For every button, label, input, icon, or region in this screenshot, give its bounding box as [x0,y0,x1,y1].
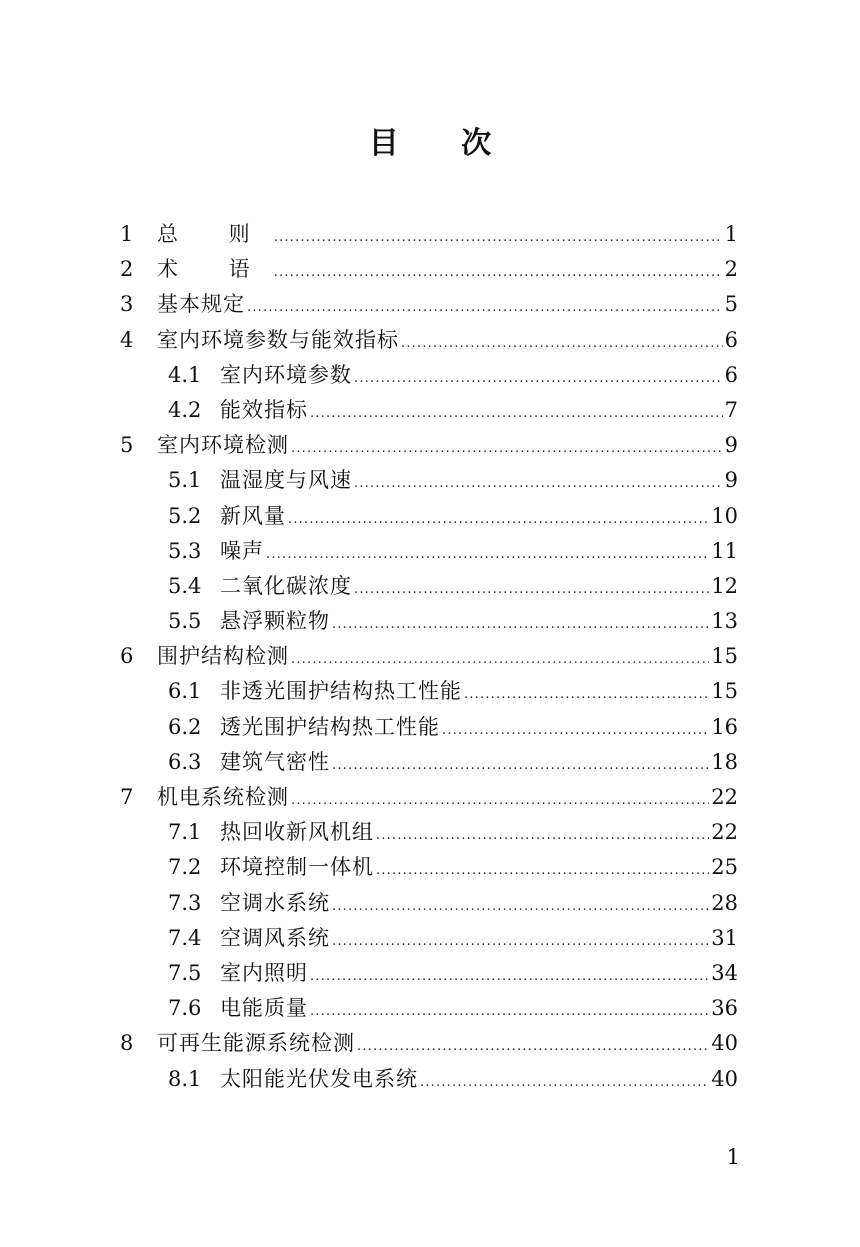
toc-subentry[interactable] [120,499,738,534]
table-of-contents [120,217,738,1097]
toc-dot-leader [354,466,723,501]
toc-dot-leader [401,326,723,361]
toc-subentry[interactable] [120,850,738,885]
toc-entry-page: 10 [711,503,738,528]
toc-entry-number: 1 [120,222,134,246]
toc-entry-number: 8.1 [168,1066,202,1091]
toc-entry[interactable] [120,323,738,358]
toc-entry-page: 5 [724,292,738,317]
toc-subentry[interactable] [120,886,738,921]
toc-entry-number: 3 [120,292,134,317]
toc-dot-leader [464,677,709,712]
toc-entry-title: 室内环境参数 [220,362,352,387]
toc-dot-leader [266,537,709,572]
toc-subentry[interactable] [120,674,738,709]
toc-dot-leader [310,959,709,994]
toc-entry-number: 7 [120,785,134,809]
toc-entry-title: 术 语 [157,257,272,282]
toc-entry-page: 25 [711,855,738,880]
toc-entry[interactable] [120,428,738,463]
toc-dot-leader [310,994,709,1029]
toc-entry-page: 9 [724,468,738,493]
toc-dot-leader [274,255,723,290]
toc-entry-number: 7.4 [168,925,202,950]
toc-entry-number: 4.2 [168,397,202,422]
toc-entry-number: 5.2 [168,503,202,528]
toc-entry-title: 太阳能光伏发电系统 [220,1066,418,1091]
toc-entry-page: 11 [711,538,738,563]
toc-entry-number: 2 [120,257,134,282]
toc-entry-number: 6 [120,644,134,669]
toc-subentry[interactable] [120,1062,738,1097]
toc-entry-title: 空调水系统 [220,890,330,915]
toc-entry-number: 5.1 [168,468,202,493]
toc-subentry[interactable] [120,604,738,639]
toc-subentry[interactable] [120,463,738,498]
toc-dot-leader [274,220,723,255]
toc-subentry[interactable] [120,956,738,991]
toc-dot-leader [354,572,709,607]
toc-entry[interactable] [120,217,738,252]
toc-entry-number: 5.4 [168,573,202,598]
toc-entry-page: 31 [711,925,738,950]
toc-entry-page: 7 [724,397,738,422]
toc-entry-number: 6.3 [168,749,202,774]
toc-entry-number: 4 [120,327,134,352]
toc-entry-page: 9 [724,433,738,458]
toc-entry[interactable] [120,780,738,815]
toc-entry-title: 基本规定 [157,292,245,317]
toc-entry-title: 可再生能源系统检测 [157,1031,355,1056]
toc-entry-number: 5 [120,433,134,458]
toc-entry-number: 6.1 [168,679,202,704]
toc-entry-title: 围护结构检测 [157,644,289,669]
toc-entry-title: 室内环境检测 [157,433,289,458]
toc-entry-page: 28 [711,890,738,915]
toc-subentry[interactable] [120,534,738,569]
toc-dot-leader [332,924,709,959]
toc-dot-leader [288,502,709,537]
toc-dot-leader [376,853,709,888]
toc-entry-number: 7.1 [168,820,202,845]
toc-entry-page: 36 [711,996,738,1021]
toc-entry[interactable] [120,252,738,287]
toc-entry-title: 总 则 [157,222,272,246]
toc-entry-page: 12 [711,573,738,598]
page-title: 目 次 [368,126,518,161]
toc-entry-number: 5.3 [168,538,202,563]
toc-entry-number: 7.5 [168,960,202,985]
toc-entry-page: 6 [724,327,738,352]
toc-subentry[interactable] [120,991,738,1026]
toc-entry-page: 18 [711,749,738,774]
toc-dot-leader [332,748,709,783]
toc-subentry[interactable] [120,710,738,745]
toc-entry-number: 8 [120,1031,134,1056]
toc-entry-number: 7.3 [168,890,202,915]
toc-entry-page: 13 [711,609,738,634]
toc-entry-number: 6.2 [168,714,202,739]
toc-entry-title: 室内环境参数与能效指标 [157,327,399,352]
toc-entry-title: 二氧化碳浓度 [220,573,352,598]
toc-dot-leader [310,396,723,431]
toc-entry-page: 22 [711,820,738,845]
toc-dot-leader [332,607,709,642]
toc-entry-title: 非透光围护结构热工性能 [220,679,462,704]
toc-subentry[interactable] [120,569,738,604]
toc-entry-title: 建筑气密性 [220,749,330,774]
toc-entry-title: 电能质量 [220,996,308,1021]
toc-dot-leader [291,642,709,677]
toc-subentry[interactable] [120,745,738,780]
toc-entry-page: 1 [724,222,738,246]
toc-entry-page: 40 [711,1066,738,1091]
toc-entry-page: 34 [711,960,738,985]
toc-entry-page: 22 [711,785,738,809]
toc-dot-leader [291,783,709,818]
toc-entry-page: 15 [711,679,738,704]
toc-entry[interactable] [120,639,738,674]
toc-entry-number: 7.2 [168,855,202,880]
toc-dot-leader [291,431,723,466]
toc-entry-title: 热回收新风机组 [220,820,374,845]
toc-dot-leader [354,361,723,396]
toc-entry-title: 机电系统检测 [157,785,289,809]
toc-dot-leader [332,889,709,924]
toc-entry-title: 能效指标 [220,397,308,422]
toc-dot-leader [357,1029,709,1064]
toc-subentry[interactable] [120,815,738,850]
toc-subentry[interactable] [120,921,738,956]
toc-dot-leader [247,290,723,325]
toc-entry-number: 5.5 [168,609,202,634]
toc-entry[interactable] [120,287,738,322]
toc-entry[interactable] [120,1026,738,1061]
toc-dot-leader [376,818,709,853]
toc-entry-page: 40 [711,1031,738,1056]
toc-entry-page: 15 [711,644,738,669]
toc-entry-title: 悬浮颗粒物 [220,609,330,634]
toc-entry-title: 透光围护结构热工性能 [220,714,440,739]
page-number: 1 [726,1145,740,1169]
toc-entry-number: 4.1 [168,362,202,387]
toc-entry-page: 2 [724,257,738,282]
toc-entry-page: 6 [724,362,738,387]
toc-entry-page: 16 [711,714,738,739]
toc-entry-title: 新风量 [220,503,286,528]
toc-entry-number: 7.6 [168,996,202,1021]
toc-subentry[interactable] [120,358,738,393]
toc-entry-title: 噪声 [220,538,264,563]
toc-entry-title: 环境控制一体机 [220,855,374,880]
toc-dot-leader [420,1065,709,1100]
toc-subentry[interactable] [120,393,738,428]
toc-entry-title: 温湿度与风速 [220,468,352,493]
toc-dot-leader [442,713,709,748]
toc-entry-title: 室内照明 [220,960,308,985]
toc-entry-title: 空调风系统 [220,925,330,950]
